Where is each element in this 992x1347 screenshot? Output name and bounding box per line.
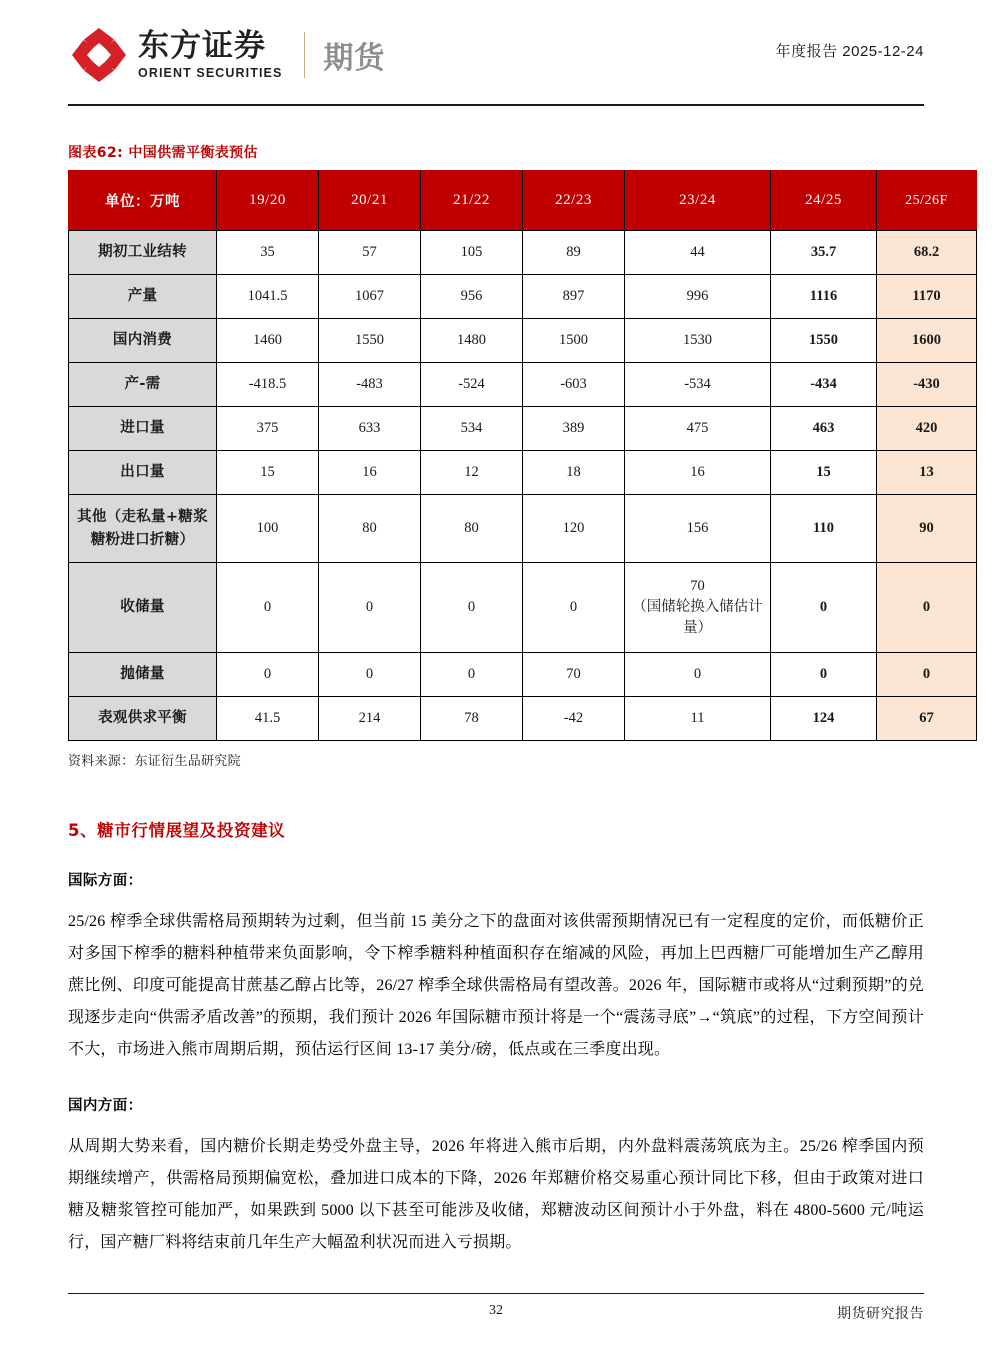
cell-value: 1116	[771, 275, 877, 319]
cell-value: 156	[625, 495, 771, 563]
footer-divider	[68, 1293, 924, 1295]
column-header-1920: 19/20	[217, 171, 319, 231]
orient-securities-diamond-logo-icon	[68, 24, 130, 86]
paragraph-international: 25/26 榨季全球供需格局预期转为过剩，但当前 15 美分之下的盘面对该供需预期情况已有一定程度的定价，而低糖价正对多国下榨季的糖料种植带来负面影响，令下榨季糖料种植面积存在缩减的风险，再加上巴西糖厂可能增加生产乙醇用蔗比例、印度可能提高甘蔗基乙醇占比等，26/27 榨季全球供需格局有望改善。2026 年，国际糖市或将从“过剩预期”的兑现逐步走向“供需矛盾改善”的预期，我们预计 2026 年国际糖市预计将是一个“震荡寻底”→“筑底”的过程，下方空间预计不大，市场进入熊市周期后期，预估运行区间 13-17 美分/磅，低点或在三季度出现。	[68, 913, 924, 1058]
cell-value: 214	[319, 697, 421, 741]
cell-value: -534	[625, 363, 771, 407]
cell-value: 11	[625, 697, 771, 741]
cell-note: （国储轮换入储估计量）	[632, 599, 763, 636]
cell-value: 105	[421, 231, 523, 275]
cell-value-forecast: 1600	[877, 319, 977, 363]
cell-value: 15	[771, 451, 877, 495]
section-title: 5、糖市行情展望及投资建议	[68, 821, 286, 840]
brand-name-cn: 东方证券	[138, 28, 266, 65]
subsection-heading-international: 国际方面：	[68, 873, 143, 889]
table-row	[69, 653, 977, 697]
cell-value: 0	[523, 563, 625, 653]
row-label: 进口量	[69, 407, 217, 451]
page-footer	[68, 1293, 924, 1326]
table-source-note: 资料来源：东证衍生品研究院	[68, 754, 241, 769]
cell-value-forecast: 0	[877, 563, 977, 653]
cell-value: 1550	[771, 319, 877, 363]
table-row	[69, 407, 977, 451]
brand-names	[138, 30, 282, 80]
column-header-2223: 22/23	[523, 171, 625, 231]
cell-value: 35	[217, 231, 319, 275]
cell-value-with-note	[625, 563, 771, 653]
table-row	[69, 363, 977, 407]
cell-value: 16	[319, 451, 421, 495]
header-divider	[68, 104, 924, 106]
cell-value: -524	[421, 363, 523, 407]
cell-value-forecast: -430	[877, 363, 977, 407]
cell-value: 996	[625, 275, 771, 319]
page-number: 32	[489, 1303, 503, 1318]
row-label: 期初工业结转	[69, 231, 217, 275]
column-header-2425: 24/25	[771, 171, 877, 231]
cell-value: 57	[319, 231, 421, 275]
cell-value: 41.5	[217, 697, 319, 741]
cell-value-forecast: 0	[877, 653, 977, 697]
row-label: 表观供求平衡	[69, 697, 217, 741]
cell-value: 1550	[319, 319, 421, 363]
page-header	[68, 0, 924, 104]
cell-value: 0	[217, 653, 319, 697]
cell-value: 475	[625, 407, 771, 451]
table-row	[69, 697, 977, 741]
cell-value: 12	[421, 451, 523, 495]
row-label: 产-需	[69, 363, 217, 407]
brand-sub-label: 期货	[323, 41, 386, 76]
report-meta: 年度报告 2025-12-24	[775, 42, 924, 60]
cell-value: 633	[319, 407, 421, 451]
cell-value: 110	[771, 495, 877, 563]
supply-demand-balance-table	[68, 170, 977, 741]
cell-value: 389	[523, 407, 625, 451]
cell-value-forecast: 13	[877, 451, 977, 495]
table-row	[69, 451, 977, 495]
row-label: 收储量	[69, 563, 217, 653]
cell-value: 534	[421, 407, 523, 451]
table-row	[69, 563, 977, 653]
cell-value: 0	[625, 653, 771, 697]
cell-value: 0	[771, 653, 877, 697]
brand-name-en: ORIENT SECURITIES	[138, 65, 283, 80]
figure-title: 图表62: 中国供需平衡表预估	[68, 145, 258, 161]
column-header-2324: 23/24	[625, 171, 771, 231]
cell-value: 897	[523, 275, 625, 319]
cell-value: -483	[319, 363, 421, 407]
cell-value: 35.7	[771, 231, 877, 275]
cell-value: 120	[523, 495, 625, 563]
cell-value-forecast: 420	[877, 407, 977, 451]
row-label: 抛储量	[69, 653, 217, 697]
cell-value-forecast: 1170	[877, 275, 977, 319]
cell-value: 70	[690, 578, 705, 594]
column-header-2122: 21/22	[421, 171, 523, 231]
cell-value: 1500	[523, 319, 625, 363]
cell-value: 1530	[625, 319, 771, 363]
cell-value: 124	[771, 697, 877, 741]
cell-value: 1067	[319, 275, 421, 319]
cell-value: 0	[319, 563, 421, 653]
cell-value: 1480	[421, 319, 523, 363]
cell-value: 375	[217, 407, 319, 451]
subsection-heading-domestic: 国内方面：	[68, 1098, 143, 1114]
cell-value: -42	[523, 697, 625, 741]
cell-value: 1041.5	[217, 275, 319, 319]
cell-value: 15	[217, 451, 319, 495]
cell-value: 100	[217, 495, 319, 563]
footer-note: 期货研究报告	[837, 1306, 924, 1322]
cell-value: 0	[771, 563, 877, 653]
cell-value: 956	[421, 275, 523, 319]
cell-value: 0	[319, 653, 421, 697]
cell-value: 80	[319, 495, 421, 563]
row-label: 产量	[69, 275, 217, 319]
cell-value-forecast: 67	[877, 697, 977, 741]
cell-value: 78	[421, 697, 523, 741]
paragraph-domestic: 从周期大势来看，国内糖价长期走势受外盘主导，2026 年将进入熊市后期，内外盘料震荡筑底为主。25/26 榨季国内预期继续增产，供需格局预期偏宽松，叠加进口成本的下降，2026 年郑糖价格交易重心预计同比下移，但由于政策对进口糖及糖浆管控可能加严，如果跌到 5000 以下甚至可能涉及收储，郑糖波动区间预计小于外盘，料在 4800-5600 元/吨运行，国产糖厂料将结束前几年生产大幅盈利状况而进入亏损期。	[68, 1138, 924, 1251]
row-label: 其他（走私量+糖浆糖粉进口折糖）	[69, 495, 217, 563]
table-header-row	[69, 171, 977, 231]
cell-value: -603	[523, 363, 625, 407]
cell-value: 1460	[217, 319, 319, 363]
cell-value-forecast: 90	[877, 495, 977, 563]
brand-lockup	[68, 18, 385, 86]
table-row	[69, 275, 977, 319]
column-header-unit: 单位：万吨	[69, 171, 217, 231]
brand-divider	[304, 32, 305, 78]
cell-value: 0	[421, 653, 523, 697]
cell-value: -418.5	[217, 363, 319, 407]
cell-value: -434	[771, 363, 877, 407]
cell-value: 0	[217, 563, 319, 653]
column-header-2021: 20/21	[319, 171, 421, 231]
row-label: 国内消费	[69, 319, 217, 363]
cell-value: 80	[421, 495, 523, 563]
cell-value: 463	[771, 407, 877, 451]
cell-value: 89	[523, 231, 625, 275]
cell-value: 44	[625, 231, 771, 275]
footer-row	[68, 1303, 924, 1325]
row-label: 出口量	[69, 451, 217, 495]
table-row	[69, 231, 977, 275]
cell-value: 0	[421, 563, 523, 653]
cell-value: 16	[625, 451, 771, 495]
table-row	[69, 495, 977, 563]
table-row	[69, 319, 977, 363]
cell-value: 18	[523, 451, 625, 495]
cell-value-forecast: 68.2	[877, 231, 977, 275]
column-header-2526f: 25/26F	[877, 171, 977, 231]
cell-value: 70	[523, 653, 625, 697]
